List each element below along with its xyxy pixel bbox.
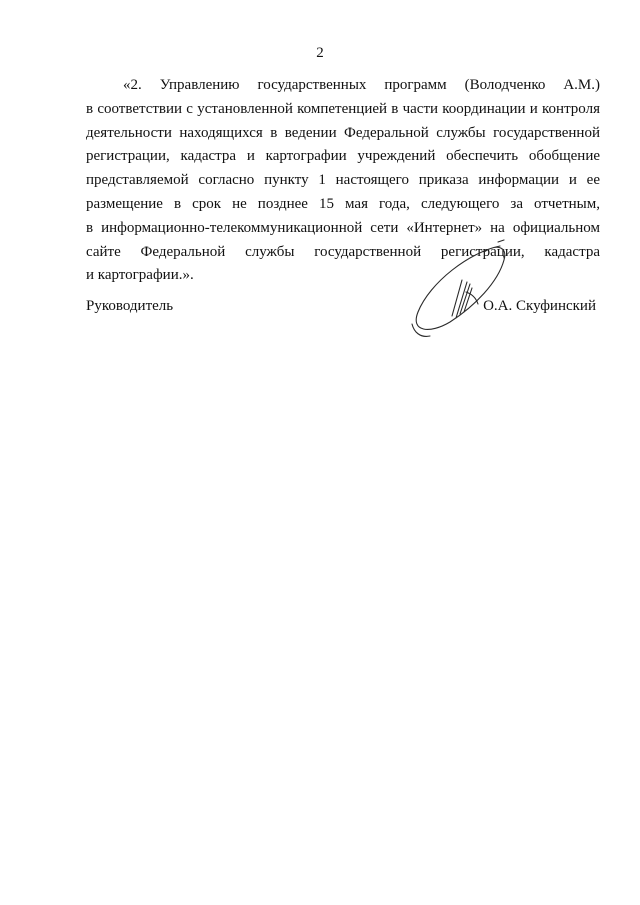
signature-block [86, 296, 600, 316]
signatory-role: Руководитель [86, 298, 174, 314]
paragraph-line: в информационно-телекоммуникационной сети «Интернет» на официальном [86, 219, 600, 236]
paragraph-line: регистрации, кадастра и картографии учреждений обеспечить обобщение [86, 148, 600, 165]
paragraph [86, 74, 600, 288]
paragraph-line: представляемой согласно пункту 1 настоящего приказа информации и ее [86, 172, 600, 189]
paragraph-line: сайте Федеральной службы государственной регистрации, кадастра [86, 243, 600, 260]
paragraph-line: и картографии.». [86, 267, 194, 284]
paragraph-line: в соответствии с установленной компетенцией в части координации и контроля [86, 100, 600, 117]
handwritten-signature [400, 232, 520, 342]
paragraph-line: «2. Управлению государственных программ (Володченко А.М.) [123, 77, 600, 93]
paragraph-line: деятельности находящихся в ведении Федеральной службы государственной [86, 124, 600, 141]
page-number: 2 [316, 45, 324, 61]
paragraph-line: размещение в срок не позднее 15 мая года, следующего за отчетным, [86, 195, 600, 212]
signatory-name: О.А. Скуфинский [483, 298, 596, 314]
